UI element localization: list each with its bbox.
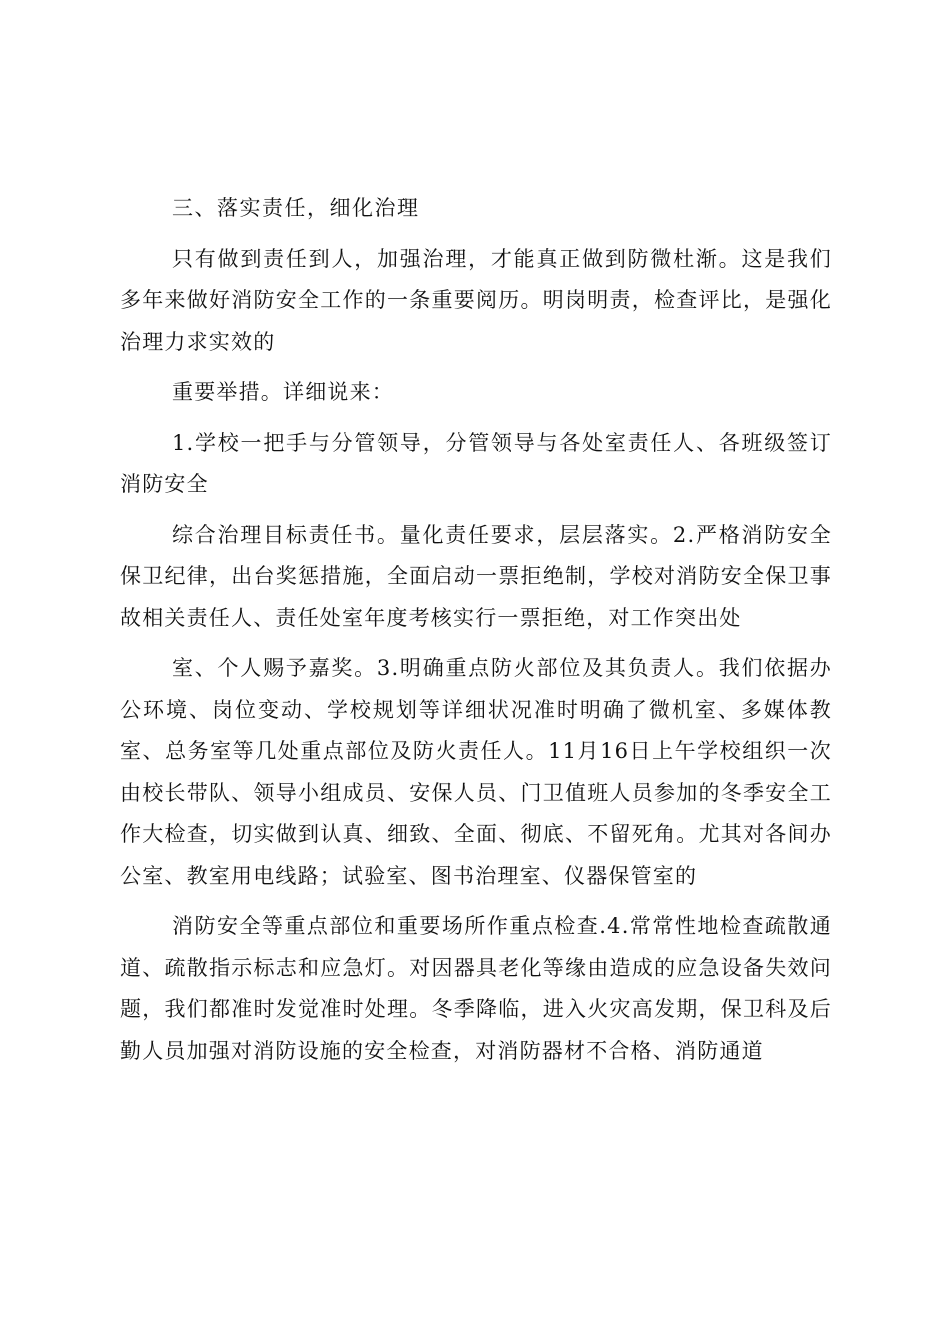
section-heading: 三、落实责任，细化治理 [172,196,420,220]
paragraph-1: 只有做到责任到人，加强治理，才能真正做到防微杜渐。这是我们多年来做好消防安全工作的一条重要阅历。明岗明责，检查评比，是强化治理力求实效的 [120,246,832,354]
paragraph-4: 综合治理目标责任书。量化责任要求，层层落实。2.严格消防安全保卫纪律，出台奖惩措施，全面启动一票拒绝制，学校对消防安全保卫事故相关责任人、责任处室年度考核实行一票拒绝，对工作突出处 [120,522,832,630]
paragraph-6: 消防安全等重点部位和重要场所作重点检查.4.常常性地检查疏散通道、疏散指示标志和应急灯。对因器具老化等缘由造成的应急设备失效问题，我们都准时发觉准时处理。冬季降临，进入火灾高发期，保卫科及后勤人员加强对消防设施的安全检查，对消防器材不合格、消防通道 [120,914,832,1063]
paragraph-5: 室、个人赐予嘉奖。3.明确重点防火部位及其负责人。我们依据办公环境、岗位变动、学校规划等详细状况准时明确了微机室、多媒体教室、总务室等几处重点部位及防火责任人。11月16日上午学校组织一次由校长带队、领导小组成员、安保人员、门卫值班人员参加的冬季安全工作大检查，切实做到认真、细致、全面、彻底、不留死角。尤其对各间办公室、教室用电线路；试验室、图书治理室、仪器保管室的 [120,656,832,888]
paragraph-2: 重要举措。详细说来： [172,380,394,404]
document-body [120,188,832,1072]
paragraph-3: 1.学校一把手与分管领导，分管领导与各处室责任人、各班级签订消防安全 [120,430,832,496]
